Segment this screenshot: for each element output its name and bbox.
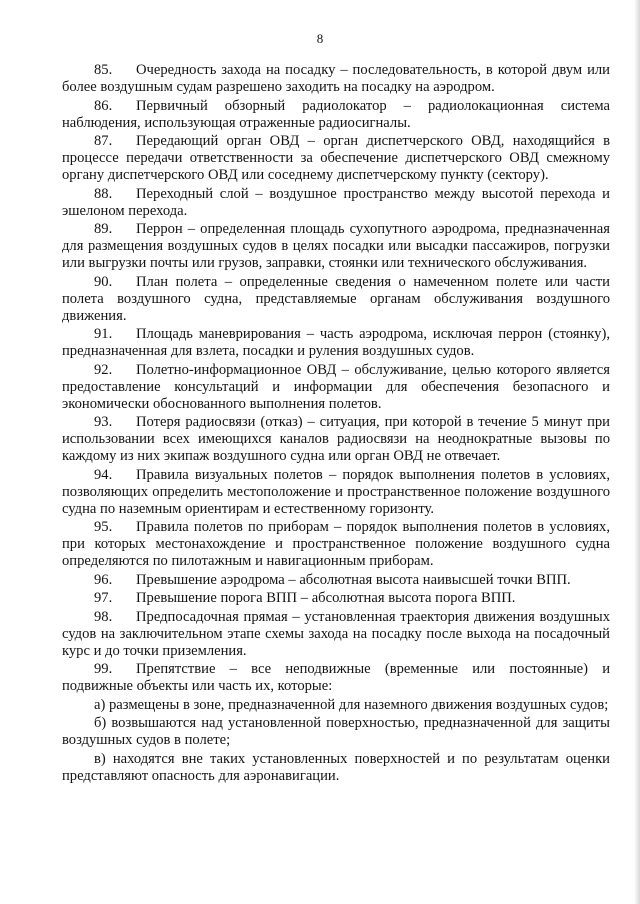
definition-92 xyxy=(62,362,610,413)
item-text: Передающий орган ОВД – орган диспетчерского ОВД, находящийся в процессе передачи ответственности за обеспечение диспетчерского ОВД смежному органу диспетчерского ОВД или соседнему диспетчерскому пункту (сектору). xyxy=(62,133,610,183)
subitem-b: б) возвышаются над установленной поверхностью, предназначенной для защиты воздушных судов в полете; xyxy=(62,715,610,748)
item-text: Правила визуальных полетов – порядок выполнения полетов в условиях, позволяющих определить местоположение и пространственное положение воздушного судна по наземным ориентирам и естественному горизонту. xyxy=(62,466,610,517)
item-text: Правила полетов по приборам – порядок выполнения полетов в условиях, при которых местонахождение и пространственное положение воздушного судна определяются по пилотажным и навигационным приборам. xyxy=(62,519,610,569)
item-text: План полета – определенные сведения о намеченном полете или части полета воздушного судна, представляемые органам обслуживания воздушного движения. xyxy=(62,273,610,324)
definition-93 xyxy=(62,414,610,465)
item-text: Превышение порога ВПП – абсолютная высота порога ВПП. xyxy=(136,590,516,606)
item-number: 87. xyxy=(94,133,113,149)
item-number: 94. xyxy=(94,466,113,483)
item-text: Превышение аэродрома – абсолютная высота наивысшей точки ВПП. xyxy=(136,571,571,588)
item-number: 88. xyxy=(94,185,113,202)
definition-97 xyxy=(62,590,610,607)
item-text: Препятствие – все неподвижные (временные или постоянные) и подвижные объекты или часть их, которые: xyxy=(62,661,610,694)
item-text: Перрон – определенная площадь сухопутного аэродрома, предназначенная для размещения воздушных судов в целях посадки или высадки пассажиров, погрузки или выгрузки почты или грузов, заправки, стоянки или технического обслуживания. xyxy=(62,221,610,271)
definition-89 xyxy=(62,221,610,272)
definition-90 xyxy=(62,274,610,325)
item-number: 86. xyxy=(94,97,113,114)
page-number: 8 xyxy=(316,31,324,46)
item-text: Переходный слой – воздушное пространство между высотой перехода и эшелоном перехода. xyxy=(62,185,610,219)
definition-96 xyxy=(62,572,610,589)
item-number: 90. xyxy=(94,273,113,290)
item-text: Очередность захода на посадку – последовательность, в которой двум или более воздушным судам разрешено заходить на посадку на аэродром. xyxy=(62,62,610,95)
item-text: Предпосадочная прямая – установленная траектория движения воздушных судов на заключительном этапе схемы захода на посадку после выхода на посадочный курс и до точки приземления. xyxy=(62,608,610,659)
scan-edge-shadow xyxy=(634,0,640,904)
item-text: Первичный обзорный радиолокатор – радиолокационная система наблюдения, использующая отраженные радиосигналы. xyxy=(62,97,610,131)
definition-85 xyxy=(62,62,610,96)
definition-86 xyxy=(62,98,610,132)
definition-91 xyxy=(62,326,610,360)
definition-94 xyxy=(62,467,610,518)
item-number: 93. xyxy=(94,414,113,430)
definition-98 xyxy=(62,609,610,660)
item-number: 95. xyxy=(94,519,113,535)
item-number: 92. xyxy=(94,361,113,378)
item-number: 91. xyxy=(94,326,113,342)
item-text: Площадь маневрирования – часть аэродрома, исключая перрон (стоянку), предназначенная для взлета, посадки и руления воздушных судов. xyxy=(62,326,610,359)
definition-87 xyxy=(62,133,610,184)
document-body xyxy=(62,62,610,786)
item-number: 97. xyxy=(94,590,113,606)
definition-88 xyxy=(62,186,610,220)
definition-99 xyxy=(62,661,610,695)
item-number: 98. xyxy=(94,608,113,625)
item-number: 96. xyxy=(94,571,113,588)
item-number: 89. xyxy=(94,221,113,237)
item-number: 85. xyxy=(94,62,113,78)
item-number: 99. xyxy=(94,661,113,677)
subitem-a: а) размещены в зоне, предназначенной для наземного движения воздушных судов; xyxy=(94,696,609,713)
definition-95 xyxy=(62,519,610,570)
subitem-c: в) находятся вне таких установленных поверхностей и по результатам оценки представляют опасность для аэронавигации. xyxy=(62,750,610,784)
item-text: Потеря радиосвязи (отказ) – ситуация, при которой в течение 5 минут при использовании всех имеющихся каналов радиосвязи на неоднократные вызовы по каждому из них экипаж воздушного судна или орган ОВД не отвечает. xyxy=(62,414,610,464)
item-text: Полетно-информационное ОВД – обслуживание, целью которого является предоставление консультаций и информации для обеспечения безопасного и экономически обоснованного выполнения полетов. xyxy=(62,361,610,412)
